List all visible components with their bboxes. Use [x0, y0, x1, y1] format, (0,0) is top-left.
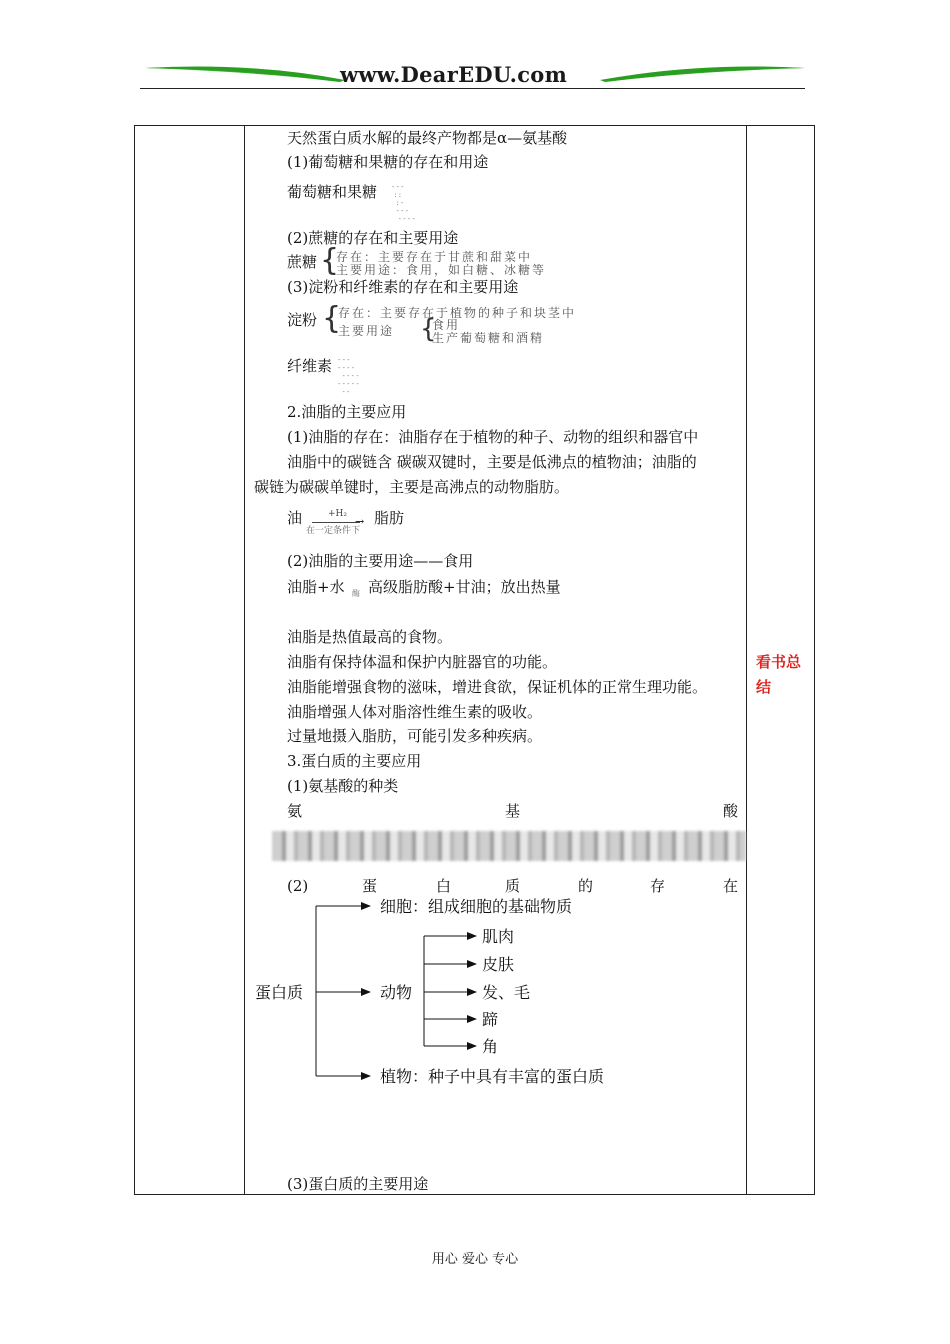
brace-icon: {: [322, 301, 342, 336]
text-line: 碳链为碳碳单键时，主要是高沸点的动物脂肪。: [254, 478, 570, 496]
text-line: 在: [723, 877, 739, 895]
starch-use-production: 生产葡萄糖和酒精: [432, 331, 545, 345]
text-line: 蔗糖: [287, 253, 318, 271]
tree-node-cell: 细胞：组成细胞的基础物质: [380, 897, 573, 916]
text-line: 酸: [723, 802, 739, 820]
text-line: (1)葡萄糖和果糖的存在和用途: [287, 153, 489, 171]
text-line: 存: [650, 877, 666, 895]
text-line: 油脂能增强食物的滋味，增进食欲，保证机体的正常生理功能。: [287, 678, 708, 696]
tree-leaf: 发、毛: [482, 983, 531, 1002]
text-line: 油脂+水: [287, 578, 345, 596]
tree-node-animal: 动物: [380, 983, 413, 1002]
text-line: 脂肪: [374, 509, 405, 527]
text-line: 氨: [287, 802, 303, 820]
reaction-condition-top: +H₂: [328, 509, 347, 519]
text-line: (3)淀粉和纤维素的存在和主要用途: [287, 278, 519, 296]
tree-leaf: 角: [482, 1037, 499, 1056]
arrow-head-icon: →: [355, 515, 365, 528]
side-note: 看书总: [756, 653, 802, 671]
sucrose-use: 主要用途：食用，如白糖、冰糖等: [336, 263, 547, 277]
faint-diagram: - - - : : : - - - - - - - -: [392, 183, 415, 223]
text-line: 油: [287, 509, 303, 527]
text-line: 白: [436, 877, 452, 895]
text-line: 纤维素: [287, 357, 333, 375]
text-line: 油脂有保持体温和保护内脏器官的功能。: [287, 653, 558, 671]
reaction-condition-bottom: 在一定条件下: [306, 526, 361, 536]
tree-leaf: 皮肤: [482, 955, 515, 974]
text-line: 葡萄糖和果糖: [287, 183, 378, 201]
starch-use-food: 食用: [432, 318, 461, 332]
text-line: (2)油脂的主要用途——食用: [287, 552, 474, 570]
sucrose-existence: 存在：主要存在于甘蔗和甜菜中: [336, 250, 533, 264]
text-line: 质: [505, 877, 521, 895]
starch-use: 主要用途: [338, 324, 395, 338]
site-url: www.DearEDU.com: [340, 62, 568, 87]
text-line: (1)油脂的存在：油脂存在于植物的种子、动物的组织和器官中: [287, 428, 699, 446]
section-heading: 2.油脂的主要应用: [287, 403, 407, 421]
side-note: 结: [756, 678, 772, 696]
text-line: 蛋: [362, 877, 378, 895]
text-line: 高级脂肪酸+甘油；放出热量: [368, 578, 561, 596]
brace-icon: {: [320, 243, 340, 278]
brace-icon: {: [420, 314, 437, 344]
text-line: 油脂中的碳链含 碳碳双键时，主要是低沸点的植物油；油脂的: [287, 453, 697, 471]
reaction-condition: 酶: [352, 589, 360, 598]
section-heading: 3.蛋白质的主要应用: [287, 752, 422, 770]
text-line: 的: [578, 877, 594, 895]
text-line: 油脂增强人体对脂溶性维生素的吸收。: [287, 703, 543, 721]
page-footer: 用心 爱心 专心: [431, 1252, 519, 1267]
starch-existence: 存在：主要存在于植物的种子和块茎中: [338, 306, 577, 320]
tree-node-plant: 植物：种子中具有丰富的蛋白质: [380, 1067, 605, 1086]
text-line: 基: [505, 802, 521, 820]
tree-leaf: 肌肉: [482, 927, 515, 946]
tree-root-label: 蛋白质: [255, 983, 304, 1002]
text-line: 过量地摄入脂肪，可能引发多种疾病。: [287, 727, 543, 745]
text-line: 淀粉: [287, 311, 318, 329]
text-line: 油脂是热值最高的食物。: [287, 628, 453, 646]
faint-diagram: - - - - - - - - - - - - - - - - - -: [338, 356, 359, 396]
text-line: 天然蛋白质水解的最终产物都是α—氨基酸: [287, 129, 568, 147]
tree-leaf: 蹄: [482, 1010, 499, 1029]
text-line: (3)蛋白质的主要用途: [287, 1175, 429, 1193]
text-line: (1)氨基酸的种类: [287, 777, 399, 795]
text-line: (2): [287, 877, 309, 895]
text-line: (2)蔗糖的存在和主要用途: [287, 229, 459, 247]
